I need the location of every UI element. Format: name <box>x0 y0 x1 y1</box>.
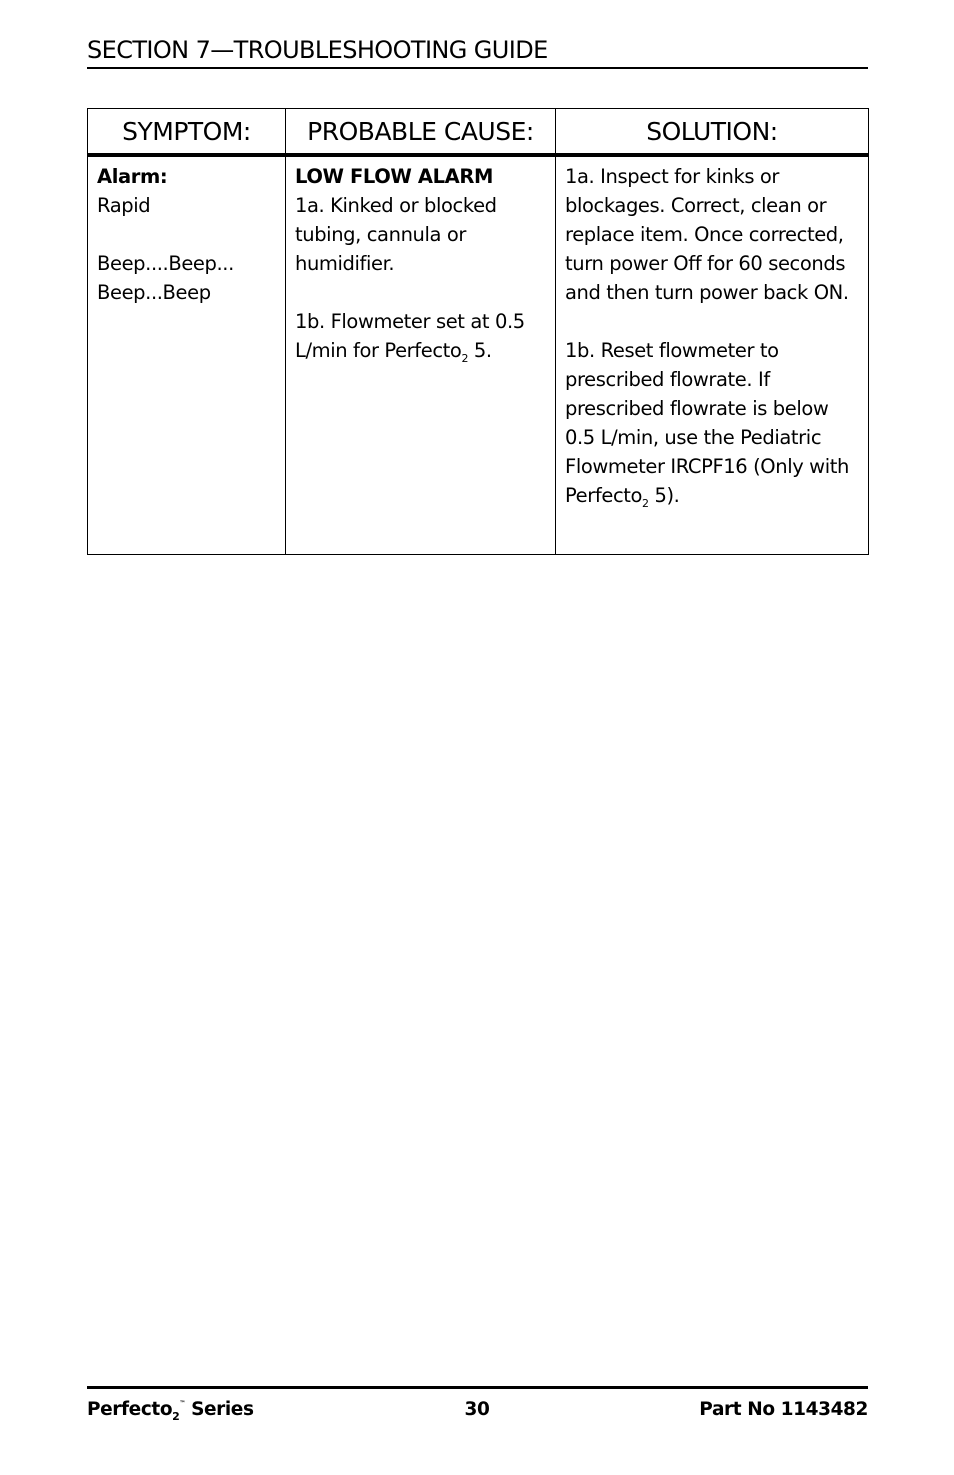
subscript: 2 <box>461 352 469 365</box>
solution-item-1b <box>565 336 859 510</box>
cause-title: LOW FLOW ALARM <box>295 165 493 188</box>
product-name: Perfecto <box>87 1399 173 1420</box>
section-title: SECTION 7—TROUBLESHOOTING GUIDE <box>87 36 548 64</box>
subscript: 2 <box>642 497 649 510</box>
header-symptom: SYMPTOM: <box>88 109 286 156</box>
table-header-row <box>88 109 869 156</box>
solution-item-1b-end: 5). <box>648 484 680 507</box>
troubleshooting-table <box>87 108 869 555</box>
spacer <box>565 307 859 336</box>
symptom-label: Alarm: <box>97 165 168 188</box>
solution-item-1a: 1a. Inspect for kinks or blockages. Correct, clean or replace item. Once corrected, turn power Off for 60 seconds and then turn power back ON. <box>565 165 849 304</box>
cause-item-1a: 1a. Kinked or blocked tubing, cannula or humidifier. <box>295 194 497 275</box>
symptom-line-2: Beep....Beep... <box>97 252 234 275</box>
cause-item-1b <box>295 307 546 365</box>
table-row <box>88 155 869 555</box>
symptom-line-1: Rapid <box>97 194 151 217</box>
header-solution: SOLUTION: <box>556 109 869 156</box>
spacer <box>295 278 546 307</box>
cause-item-1b-end: 5. <box>468 339 492 362</box>
footer-product <box>87 1399 254 1423</box>
page-number: 30 <box>464 1399 490 1420</box>
product-series: Series <box>185 1399 254 1420</box>
solution-item-1b-text: 1b. Reset flowmeter to prescribed flowrate. If prescribed flowrate is below 0.5 L/min, use the Pediatric Flowmeter IRCPF16 (Only with Perfecto <box>565 339 849 507</box>
page-footer <box>87 1386 868 1429</box>
section-header <box>87 34 868 69</box>
part-number: Part No 1143482 <box>699 1399 868 1420</box>
solution-cell <box>556 155 869 555</box>
spacer <box>97 220 276 249</box>
subscript: 2 <box>172 1410 180 1423</box>
probable-cause-cell <box>286 155 556 555</box>
symptom-cell <box>88 155 286 555</box>
header-probable-cause: PROBABLE CAUSE: <box>286 109 556 156</box>
cause-item-1b-text: 1b. Flowmeter set at 0.5 L/min for Perfecto <box>295 310 525 362</box>
symptom-line-3: Beep...Beep <box>97 281 211 304</box>
trademark-mark: ™ <box>179 1400 186 1407</box>
